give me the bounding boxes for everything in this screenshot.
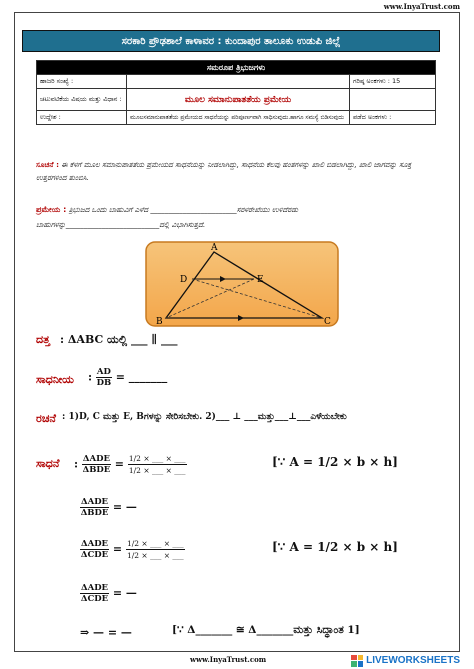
to-prove-colon: : [88,370,93,384]
proof-step4[interactable] [80,583,137,604]
proof-step1[interactable] [74,453,187,476]
step2-fraction [80,497,109,518]
liveworksheets-icon [351,655,363,667]
activity-label: ಚಟುವಟಿಕೆಯ ವಿಷಯ ಮತ್ತು ವಿಧಾನ : [37,89,127,111]
proof-step2[interactable] [80,497,137,518]
frac-num: ΔADE [81,497,109,507]
area-row-2: 1/2 × ___ × ___ [128,466,186,475]
area-row-1: 1/2 × ___ × ___ [128,454,186,463]
step1-area-rows [128,453,187,476]
topic-title: ಮೂಲ ಸಮಾನುಪಾತತೆಯ ಪ್ರಮೇಯ [127,89,350,111]
area-row-1: 1/2 × ___ × ___ [126,539,184,548]
theorem-label: ಪ್ರಮೇಯ : [36,205,67,214]
school-banner: ಸರಕಾರಿ ಪ್ರೌಢಶಾಲೆ ಕಾಳಾವರ : ಕುಂದಾಪುರ ತಾಲೂಕು ಉಡುಪಿ ಜಿಲ್ಲೆ [22,30,440,52]
step4-rest: = — [112,586,137,600]
equals-sign: = [114,457,125,471]
frac-num: ΔADE [82,454,110,464]
frac-den: ΔBDE [80,508,109,518]
frac-den: ΔCDE [80,550,109,560]
proof-label: ಸಾಧನೆ [36,457,60,470]
area-row-2: 1/2 × ___ × ___ [126,551,184,560]
to-prove-expr[interactable] [88,367,167,388]
vertex-b: B [156,317,163,327]
proof-colon: : [74,457,79,471]
step4-fraction [80,583,109,604]
reason-step1: [∵ A = 1/2 × b × h] [272,455,398,469]
note-text: ಈ ಕೆಳಗೆ ಮೂಲ ಸಮಾನುಪಾತತೆಯ ಪ್ರಮೇಯದ ಸಾಧನೆಯನ್ನು ನೀಡಲಾಗಿದ್ದು, ಸಾಧನೆಯ ಕೆಲವು ಹಂತಗಳನ್ನು ಖಾಲಿ ಬಿಡಲಾಗಿದ್ದು, ಖಾಲಿ ಜಾಗವನ್ನು ಸೂಕ್ತ ಉತ್ತರಗಳಿಂದ ತುಂಬಿಸಿ. [36,160,412,182]
vertex-c: C [324,317,331,327]
step2-rest: = — [112,500,137,514]
to-prove-label: ಸಾಧನೀಯ [36,373,74,386]
vertex-a: A [211,243,218,253]
note-label: ಸೂಚನೆ : [36,160,59,169]
vertex-d: D [180,275,188,285]
info-table [36,60,436,125]
step1-fraction [82,454,111,475]
to-prove-fraction [96,367,112,388]
equals-sign: = [112,542,123,556]
blank-cell [350,89,436,111]
site-url-bottom: www.InyaTrust.com [190,655,267,664]
proof-step3[interactable] [80,538,185,561]
objective-text: ಮೂಲಸಮಾನುಪಾತತೆಯ ಪ್ರಮೇಯದ ಸಾಧನೆಯನ್ನು ಪರಿಪೂರ್ಣವಾಗಿ ಸಾಧಿಸುವುದು.ಹಾಗೂ ಸಮಸ್ಯೆ ಬಿಡಿಸುವುದು [127,111,350,125]
frac-num: ΔADE [81,583,109,593]
instruction-note [36,158,436,184]
given-text[interactable]: : ΔABC ಯಲ್ಲಿ ___ ∥ ___ [60,333,178,346]
frac-den: ΔCDE [80,594,109,604]
objective-label: ಉದ್ದೇಶ : [37,111,127,125]
liveworksheets-logo [351,654,460,667]
frac-den: DB [96,378,112,388]
proof-step5[interactable]: ⇒ — = — [80,626,132,639]
site-url-top: www.InyaTrust.com [383,2,460,11]
theorem-part2[interactable]: ಬಾಹುಗಳನ್ನು__________________________ದಲ್ಲಿ ವಿಭಾಗಿಸುತ್ತದೆ. [36,220,206,229]
given-label: ದತ್ತ [36,333,50,346]
brand-text: LIVEWORKSHEETS [366,655,460,666]
roll-label: ಹಾಜರಿ ಸಂಖ್ಯೆ : [37,75,127,89]
reason-step3: [∵ A = 1/2 × b × h] [272,540,398,554]
to-prove-rest: = _______ [115,370,168,384]
frac-num: AD [96,367,111,377]
theorem-statement [36,202,436,232]
reason-step5[interactable]: [∵ Δ_______ ≅ Δ_______ಮತ್ತು ಸಿದ್ಧಾಂತ 1] [172,624,360,636]
construction-label: ರಚನೆ [36,412,56,425]
step3-fraction [80,539,109,560]
vertex-e: E [257,275,264,285]
scored-marks[interactable]: ಪಡೆದ ಅಂಕಗಳು : [350,111,436,125]
construction-text[interactable]: : 1)D, C ಮತ್ತು E, Bಗಳನ್ನು ಸೇರಿಸಬೇಕು. 2)___ ⊥ ___ಮತ್ತು___⊥___ಎಳೆಯಬೇಕು [62,412,347,422]
theorem-part1[interactable]: ತ್ರಿಭುಜದ ಒಂದು ಬಾಹುವಿಗೆ ಎಳೆದ ________________________ಸರಳರೇಖೆಯು ಉಳಿದೆರಡು [68,205,299,214]
frac-num: ΔADE [81,539,109,549]
chapter-title: ಸಮರೂಪ ತ್ರಿಭುಜಗಳು [37,61,436,75]
roll-field[interactable] [127,75,350,89]
frac-den: ΔBDE [82,465,111,475]
triangle-figure [144,240,340,328]
max-marks: ಗರಿಷ್ಠ ಅಂಕಗಳು : 15 [350,75,436,89]
step3-area-rows [126,538,185,561]
